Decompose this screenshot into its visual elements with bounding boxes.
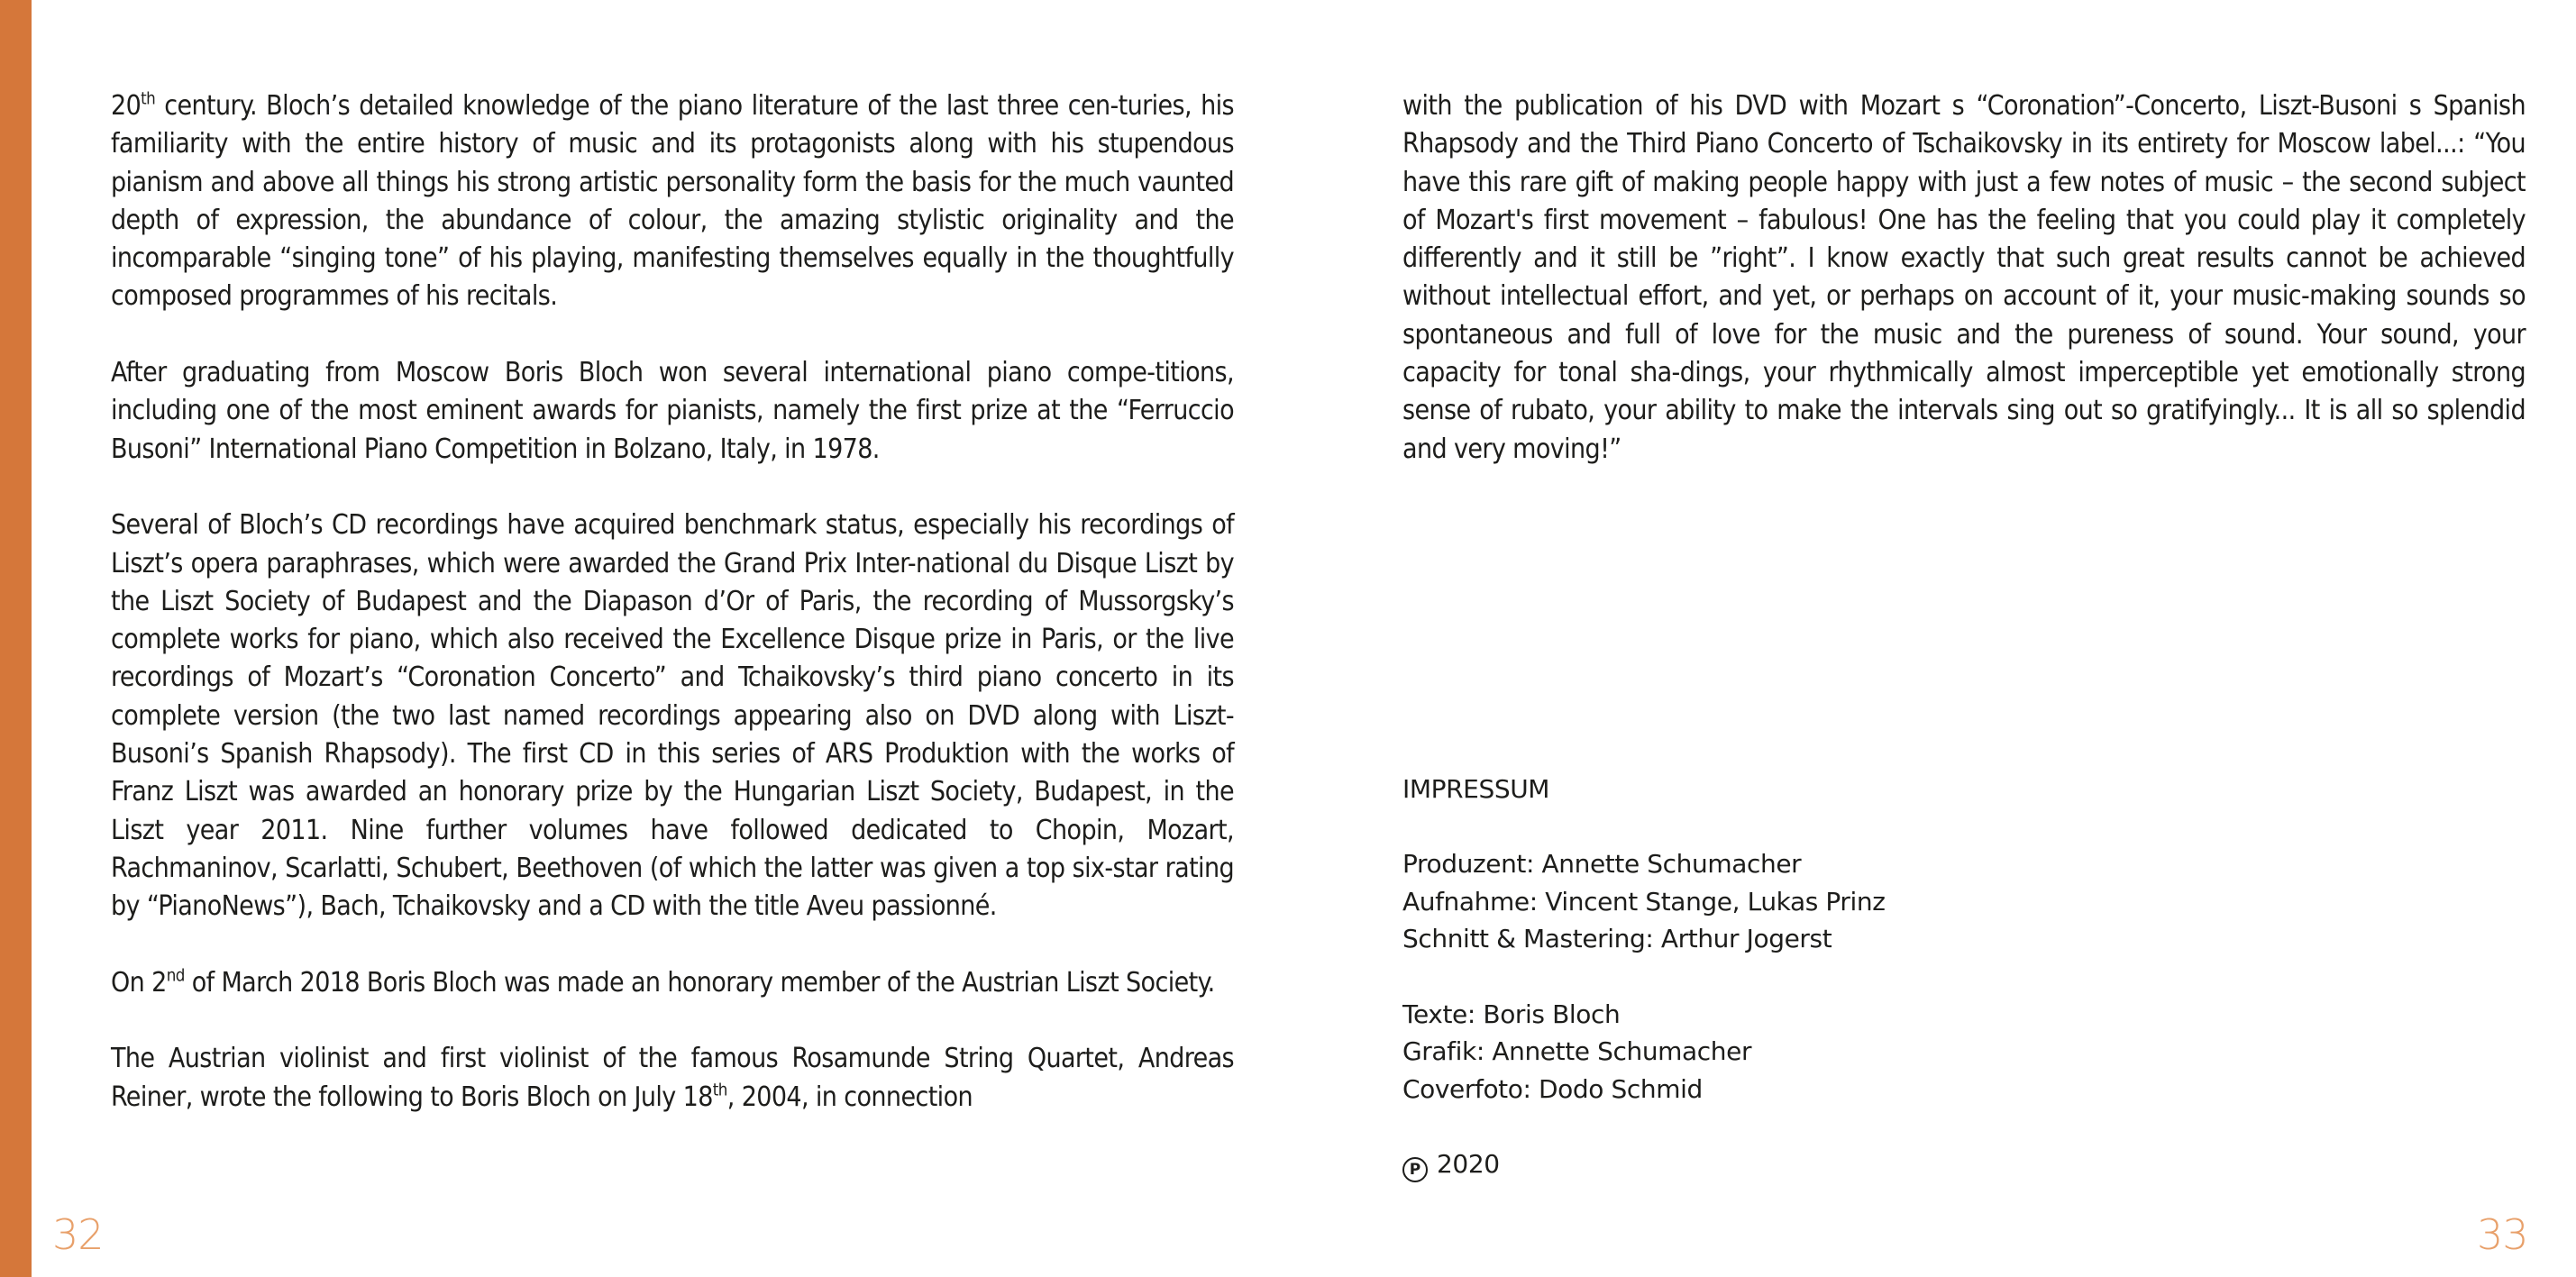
paragraph-honorary-member [111,964,1234,1002]
text-segment: of March 2018 Boris Bloch was made an honorary member of the Austrian Liszt Society. [184,966,1215,999]
paragraph-competitions: After graduating from Moscow Boris Bloch won several international piano compe-titions, including one of the most eminent awards for pianists, namely the first prize at the “Ferruccio Busoni” International Piano Competition in Bolzano, Italy, in 1978. [111,357,1234,465]
credit-cover-photo: Coverfoto: Dodo Schmid [1402,1073,1703,1104]
paragraph-bloch-knowledge [111,87,1234,316]
spacer [1402,808,1886,846]
orange-spine-bar [0,0,32,1277]
left-page-body [111,87,1234,1117]
paragraph-reiner-quote: with the publication of his DVD with Mozart s “Coronation”-Concerto, Liszt-Busoni s Spanish Rhapsody and the Third Piano Concerto of Tschaikovsky in its entirety for Moscow label...: “You have this rare gift of making people happy with just a few notes of music – the second subject of Mozart's first movement – fabulous! One has the feeling that you could play it completely differently and it still be ”right”. I know exactly that such great results cannot be achieved without intellectual effort, and yet, or perhaps on account of it, your music-making sounds so spontaneous and full of love for the music and the pureness of sound. Your sound, your capacity for tonal sha-dings, your rhythmically almost imperceptible yet emotionally strong sense of rubato, your ability to make the intervals sing out so gratifyingly... It is all so splendid and very moving!” [1402,90,2526,465]
text-segment: , 2004, in connection [726,1081,973,1113]
phonogram-icon: P [1402,1157,1428,1182]
credit-graphics: Grafik: Annette Schumacher [1402,1036,1752,1067]
credit-texts: Texte: Boris Bloch [1402,999,1621,1029]
right-page-body [1402,87,2526,469]
phonogram-copyright [1402,1145,1886,1183]
copyright-year: 2020 [1437,1148,1500,1179]
text-segment: The Austrian violinist and first violinist of the famous Rosamunde String Quartet, Andreas Reiner, wrote the following to Boris Bloch on July 18 [111,1043,1234,1113]
text-segment: 20 [111,90,142,122]
ordinal-suffix: th [712,1081,727,1100]
paragraph-andreas-reiner [111,1040,1234,1117]
impressum-heading: IMPRESSUM [1402,774,1550,804]
page-number-left: 32 [52,1210,104,1259]
page-number-right: 33 [2477,1210,2528,1259]
impressum-block [1402,771,1886,1183]
text-segment: On 2 [111,966,167,999]
ordinal-suffix: th [141,89,156,109]
ordinal-suffix: nd [166,966,185,986]
credit-recording: Aufnahme: Vincent Stange, Lukas Prinz [1402,886,1886,917]
spacer [1402,958,1886,996]
credit-editing-mastering: Schnitt & Mastering: Arthur Jogerst [1402,924,1832,954]
paragraph-cd-recordings: Several of Bloch’s CD recordings have acquired benchmark status, especially his recordings of Liszt’s opera paraphrases, which were awarded the Grand Prix Inter-national du Disque Liszt by the Liszt Society of Budapest and the Diapason d’Or of Paris, the recording of Mussorgsky’s complete works for piano, which also received the Excellence Disque prize in Paris, or the live recordings of Mozart’s “Coronation Concerto” and Tchaikovsky’s third piano concerto in its complete version (the two last named recordings appearing also on DVD along with Liszt-Busoni’s Spanish Rhapsody). The first CD in this series of ARS Produktion with the works of Franz Liszt was awarded an honorary prize by the Hungarian Liszt Society, Budapest, in the Liszt year 2011. Nine further volumes have followed dedicated to Chopin, Mozart, Rachmaninov, Scarlatti, Schubert, Beethoven (of which the latter was given a top six-star rating by “PianoNews”), Bach, Tchaikovsky and a CD with the title Aveu passionné. [111,509,1234,923]
credit-producer: Produzent: Annette Schumacher [1402,849,1802,880]
text-segment: century. Bloch’s detailed knowledge of the piano literature of the last three cen-turies, his familiarity with the entire history of music and its protagonists along with his stupendous pianism and above all things his strong artistic personality form the basis for the much vaunted depth of expression, the abundance of colour, the amazing stylistic originality and the incomparable “singing tone” of his playing, manifesting themselves equally in the thoughtfully composed programmes of his recitals. [111,90,1234,313]
spacer [1402,1108,1886,1145]
